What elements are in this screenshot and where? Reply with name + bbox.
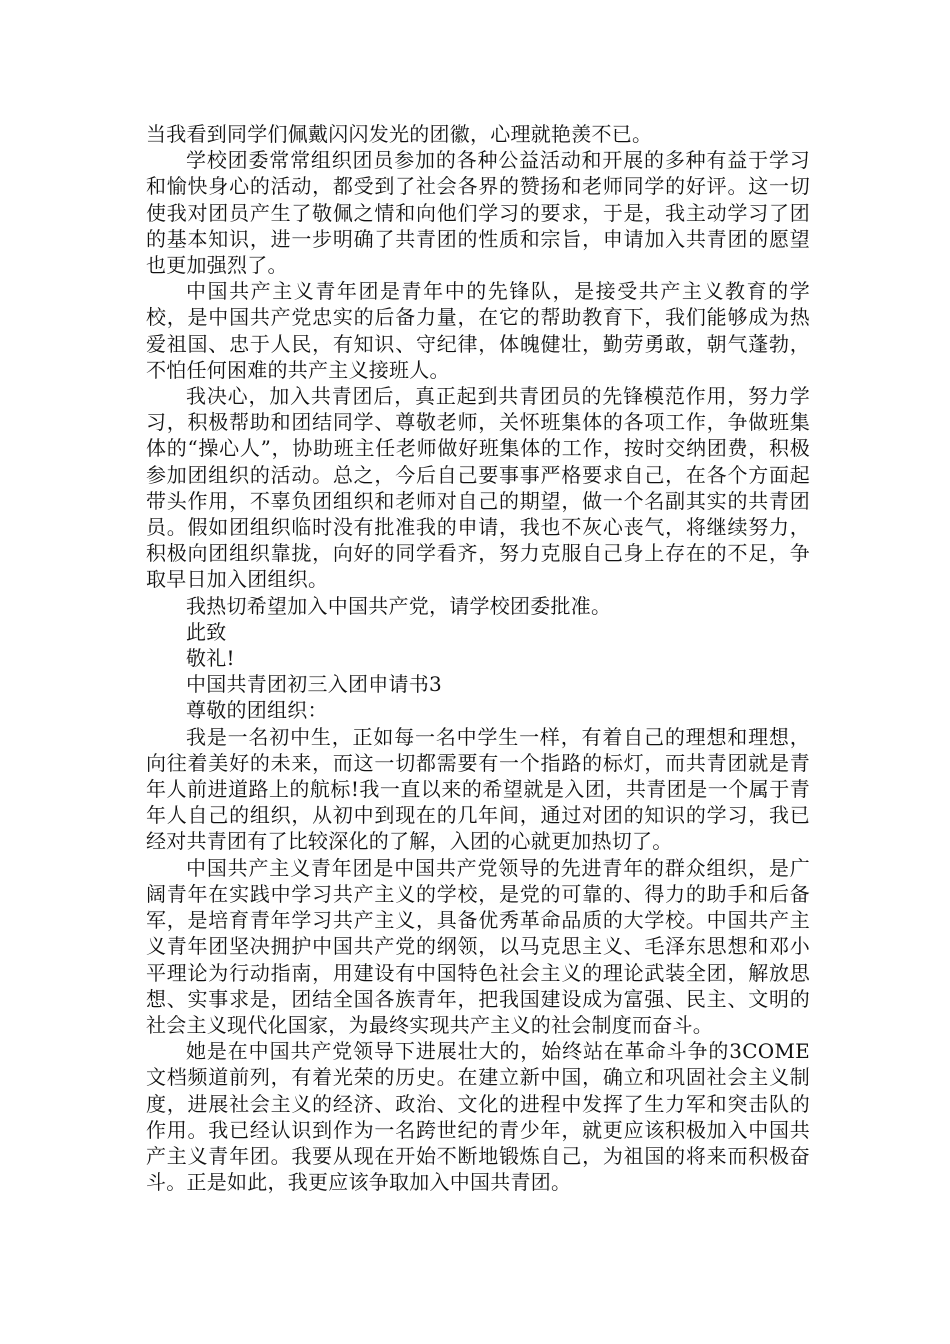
- salutation-jingli: 敬礼!: [186, 646, 235, 671]
- salutation-cizhi: 此致: [186, 619, 227, 644]
- document-body: [146, 121, 810, 1195]
- paragraph-6: 我是一名初中生，正如每一名中学生一样，有着自己的理想和理想，向往着美好的未来，而这一切都需要有一个指路的标灯，而共青团就是青年人前进道路上的航标!我一直以来的希望就是入团，共青团是一个属于青年人自己的组织，从初中到现在的几年间，通过对团的知识的学习，我已经对共青团有了比较深化的了解，入团的心就更加热切了。: [146, 724, 810, 854]
- paragraph-1: 当我看到同学们佩戴闪闪发光的团徽，心理就艳羡不已。: [146, 122, 653, 146]
- paragraph-8: 她是在中国共产党领导下进展壮大的，始终站在革命斗争的3COME文档频道前列，有着光荣的历史。在建立新中国，确立和巩固社会主义制度，进展社会主义的经济、政治、文化的进程中发挥了生力军和突击队的作用。我已经认识到作为一名跨世纪的青少年，就更应该积极加入中国共产主义青年团。我要从现在开始不断地锻炼自己，为祖国的将来而积极奋斗。正是如此，我更应该争取加入中国共青团。: [146, 1039, 810, 1195]
- paragraph-7: 中国共产主义青年团是中国共产党领导的先进青年的群众组织，是广阔青年在实践中学习共产主义的学校，是党的可靠的、得力的助手和后备军，是培育青年学习共产主义，具备优秀革命品质的大学校。中国共产主义青年团坚决拥护中国共产党的纲领，以马克思主义、毛泽东思想和邓小平理论为行动指南，用建设有中国特色社会主义的理论武装全团，解放思想、实事求是，团结全国各族青年，把我国建设成为富强、民主、文明的社会主义现代化国家，为最终实现共产主义的社会制度而奋斗。: [146, 855, 810, 1037]
- section-title: 中国共青团初三入团申请书3: [186, 672, 442, 697]
- paragraph-5: 我热切希望加入中国共产党，请学校团委批准。: [186, 593, 612, 618]
- greeting: 尊敬的团组织：: [186, 698, 328, 723]
- paragraph-3: 中国共产主义青年团是青年中的先锋队，是接受共产主义教育的学校，是中国共产党忠实的后备力量，在它的帮助教育下，我们能够成为热爱祖国、忠于人民，有知识、守纪律，体魄健壮，勤劳勇敢，朝气蓬勃，不怕任何困难的共产主义接班人。: [146, 279, 810, 382]
- paragraph-2: 学校团委常常组织团员参加的各种公益活动和开展的多种有益于学习和愉快身心的活动，都受到了社会各界的赞扬和老师同学的好评。这一切使我对团员产生了敬佩之情和向他们学习的要求，于是，我主动学习了团的基本知识，进一步明确了共青团的性质和宗旨，申请加入共青团的愿望也更加强烈了。: [146, 148, 810, 278]
- paragraph-4: 我决心，加入共青团后，真正起到共青团员的先锋模范作用，努力学习，积极帮助和团结同学、尊敬老师，关怀班集体的各项工作，争做班集体的“操心人”，协助班主任老师做好班集体的工作，按时交纳团费，积极参加团组织的活动。总之，今后自己要事事严格要求自己，在各个方面起带头作用，不辜负团组织和老师对自己的期望，做一个名副其实的共青团员。假如团组织临时没有批准我的申请，我也不灰心丧气，将继续努力，积极向团组织靠拢，向好的同学看齐，努力克服自己身上存在的不足，争取早日加入团组织。: [146, 384, 810, 592]
